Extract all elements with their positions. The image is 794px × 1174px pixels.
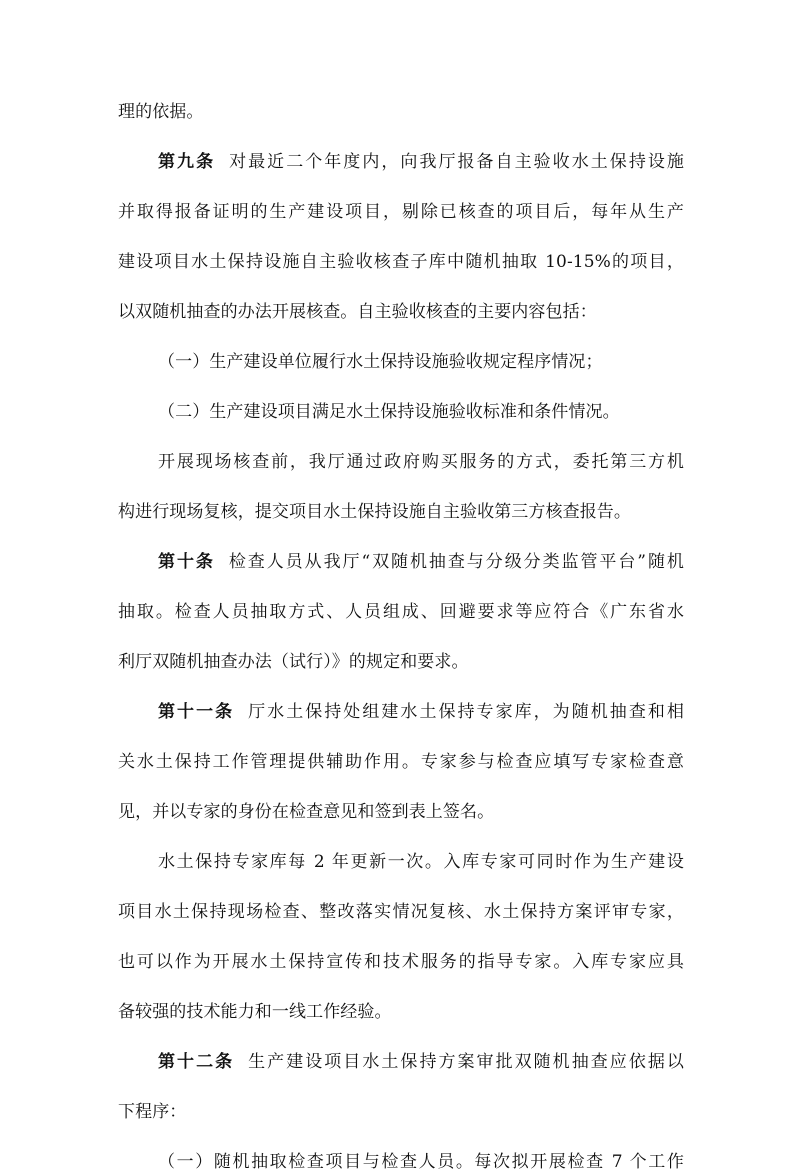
text-line: 理的依据。 (118, 102, 204, 122)
article-9-line-3 (118, 250, 684, 274)
article-11-line-3 (118, 800, 684, 824)
text-line: （一）随机抽取检查项目与检查人员。每次拟开展检查 7 个工作 (158, 1152, 684, 1172)
list-item-1 (118, 1150, 684, 1174)
text-line: 备较强的技术能力和一线工作经验。 (118, 1002, 392, 1022)
article-10-line-3 (118, 650, 684, 674)
text-line: 下程序： (118, 1102, 187, 1122)
paragraph-line (118, 450, 684, 474)
text-line: 对最近二个年度内，向我厅报备自主验收水土保持设施 (229, 152, 684, 172)
paragraph-line (118, 950, 684, 974)
list-item-2 (118, 400, 684, 424)
paragraph-line (118, 500, 684, 524)
text-line: 并取得报备证明的生产建设项目，剔除已核查的项目后，每年从生产 (118, 202, 684, 222)
article-10-line-2 (118, 600, 684, 624)
article-9-line-4 (118, 300, 684, 324)
text-line: 生产建设项目水土保持方案审批双随机抽查应依据以 (248, 1052, 684, 1072)
article-heading: 第十二条 (158, 1052, 235, 1072)
text-line: 开展现场核查前，我厅通过政府购买服务的方式，委托第三方机 (158, 452, 684, 472)
text-line: 建设项目水土保持设施自主验收核查子库中随机抽取 10-15%的项目， (118, 252, 684, 272)
text-line: 项目水土保持现场检查、整改落实情况复核、水土保持方案评审专家， (118, 902, 684, 922)
text-line: 抽取。检查人员抽取方式、人员组成、回避要求等应符合《广东省水 (118, 602, 684, 622)
list-item-1 (118, 350, 684, 374)
paragraph-continuation (118, 100, 684, 124)
text-line: （一）生产建设单位履行水土保持设施验收规定程序情况； (158, 352, 603, 372)
text-line: 关水土保持工作管理提供辅助作用。专家参与检查应填写专家检查意 (118, 752, 684, 772)
article-heading: 第九条 (158, 152, 216, 172)
article-9-line-1 (118, 150, 684, 174)
article-11-line-2 (118, 750, 684, 774)
text-line: 见，并以专家的身份在检查意见和签到表上签名。 (118, 802, 495, 822)
text-line: 也可以作为开展水土保持宣传和技术服务的指导专家。入库专家应具 (118, 952, 684, 972)
article-heading: 第十一条 (158, 702, 235, 722)
text-line: 以双随机抽查的办法开展核查。自主验收核查的主要内容包括： (118, 302, 597, 322)
article-heading: 第十条 (158, 552, 215, 572)
text-line: （二）生产建设项目满足水土保持设施验收标准和条件情况。 (158, 402, 620, 422)
paragraph-line (118, 850, 684, 874)
article-12-line-2 (118, 1100, 684, 1124)
paragraph-line (118, 1000, 684, 1024)
text-line: 检查人员从我厅“双随机抽查与分级分类监管平台”随机 (228, 552, 684, 572)
text-line: 水土保持专家库每 2 年更新一次。入库专家可同时作为生产建设 (158, 852, 684, 872)
text-line: 利厅双随机抽查办法（试行）》的规定和要求。 (118, 652, 469, 672)
text-line: 厅水土保持处组建水土保持专家库，为随机抽查和相 (248, 702, 684, 722)
paragraph-line (118, 900, 684, 924)
article-11-line-1 (118, 700, 684, 724)
article-10-line-1 (118, 550, 684, 574)
article-9-line-2 (118, 200, 684, 224)
article-12-line-1 (118, 1050, 684, 1074)
text-line: 构进行现场复核，提交项目水土保持设施自主验收第三方核查报告。 (118, 502, 631, 522)
